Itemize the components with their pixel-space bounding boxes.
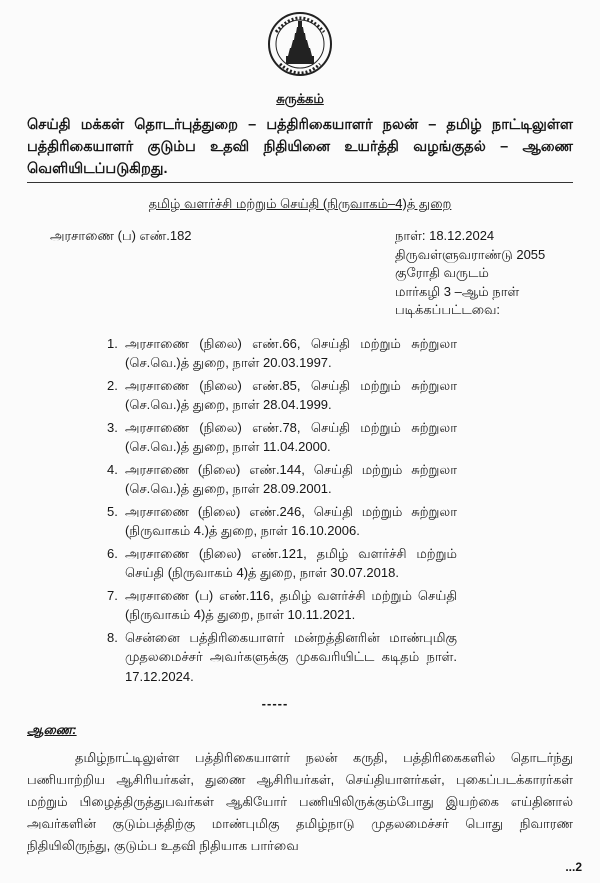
tamil-date: மார்கழி 3 –ஆம் நாள் <box>395 283 520 299</box>
order-paragraph: தமிழ்நாட்டிலுள்ள பத்திரிகையாளர் நலன் கருதி, பத்திரிகைகளில் தொடர்ந்து பணியாற்றிய ஆசிரியர்கள், துணை ஆசிரியர்கள், செய்தியாளர்கள், புகைப்படக்காரர்கள் மற்றும் பிழைத்திருத்துபவர்கள் ஆகியோர் பணியிலிருக்கும்போது இயற்கை எய்தினால் அவர்களின் குடும்பத்திற்கு மாண்புமிகு தமிழ்நாடு முதலமைச்சர் பொது நிவாரண நிதியிலிருந்து, குடும்ப உதவி நிதியாக பார்வை <box>27 750 573 853</box>
summary-heading <box>27 90 573 108</box>
reference-item <box>107 334 457 373</box>
reference-item <box>107 544 457 583</box>
reference-text: அரசாணை (நிலை) எண்.121, தமிழ் வளர்ச்சி மற்றும் செய்தி (நிருவாகம் 4)த் துறை, நாள் 30.07.2018. <box>125 545 457 580</box>
thiruvalluvar-year: திருவள்ளுவராண்டு 2055 <box>395 246 546 262</box>
reference-item <box>107 502 457 541</box>
reference-number: 4. <box>107 461 118 477</box>
year-name: குரோதி வருடம் <box>395 265 489 280</box>
reference-number: 1. <box>107 335 118 351</box>
reference-list <box>107 334 457 690</box>
reference-number: 7. <box>107 587 118 603</box>
reference-number: 2. <box>107 377 118 393</box>
reference-item <box>107 418 457 457</box>
reference-item <box>107 460 457 499</box>
divider <box>27 182 573 183</box>
go-number: அரசாணை (ப) எண்.182 <box>50 228 192 243</box>
reference-number: 3. <box>107 419 118 435</box>
order-header <box>27 227 573 320</box>
reference-number: 5. <box>107 503 118 519</box>
reference-text: அரசாணை (நிலை) எண்.66, செய்தி மற்றும் சுற்றுலா (செ.வெ.)த் துறை, நாள் 20.03.1997. <box>125 335 457 370</box>
department-text: தமிழ் வளர்ச்சி மற்றும் செய்தி (நிருவாகம்–4)த் துறை <box>148 196 452 211</box>
reference-text: சென்னை பத்திரிகையாளர் மன்றத்தினரின் மாண்புமிகு முதலமைச்சர் அவர்களுக்கு முகவரியிட்ட கடிதம் நாள். 17.12.2024. <box>125 629 457 684</box>
reference-number: 8. <box>107 629 118 645</box>
separator: ----- <box>261 696 289 711</box>
order-date: நாள்: 18.12.2024 <box>395 228 495 243</box>
department-heading <box>27 195 573 213</box>
reference-text: அரசாணை (ப) எண்.116, தமிழ் வளர்ச்சி மற்றும் செய்தி (நிருவாகம் 4)த் துறை, நாள் 10.11.2021. <box>125 587 457 622</box>
reference-item <box>107 628 457 687</box>
read-label: படிக்கப்பட்டவை: <box>395 302 501 317</box>
page-continuation: ...2 <box>565 860 582 874</box>
reference-text: அரசாணை (நிலை) எண்.246, செய்தி மற்றும் சுற்றுலா (நிருவாகம் 4.)த் துறை, நாள் 16.10.2006. <box>125 503 457 538</box>
reference-text: அரசாணை (நிலை) எண்.78, செய்தி மற்றும் சுற்றுலா (செ.வெ.)த் துறை, நாள் 11.04.2000. <box>125 419 457 454</box>
reference-number: 6. <box>107 545 118 561</box>
order-meta <box>395 227 573 320</box>
summary-text: செய்தி மக்கள் தொடர்புத்துறை – பத்திரிகையாளர் நலன் – தமிழ் நாட்டிலுள்ள பத்திரிகையாளர் குடும்ப உதவி நிதியினை உயர்த்தி வழங்குதல் – ஆணை வெளியிடப்படுகிறது. <box>27 117 573 177</box>
tamil-nadu-emblem-icon <box>266 2 334 86</box>
reference-text: அரசாணை (நிலை) எண்.85, செய்தி மற்றும் சுற்றுலா (செ.வெ.)த் துறை, நாள் 28.04.1999. <box>125 377 457 412</box>
reference-text: அரசாணை (நிலை) எண்.144, செய்தி மற்றும் சுற்றுலா (செ.வெ.)த் துறை, நாள் 28.09.2001. <box>125 461 457 496</box>
summary-heading-text: சுருக்கம் <box>276 91 324 106</box>
reference-item <box>107 586 457 625</box>
order-heading: ஆணை: <box>27 722 77 737</box>
reference-item <box>107 376 457 415</box>
